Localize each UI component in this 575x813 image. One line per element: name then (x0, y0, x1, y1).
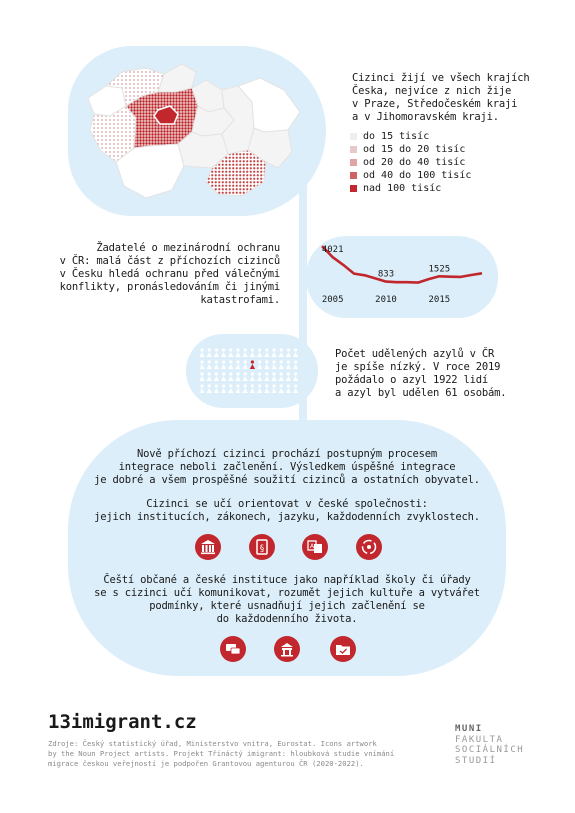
data-label: 4021 (321, 245, 344, 256)
map-description (352, 72, 542, 124)
person-figure (264, 348, 269, 357)
language-icon (302, 534, 328, 560)
legend-item (350, 169, 471, 182)
region-liberecky (158, 64, 196, 92)
person-figure (286, 360, 291, 369)
integration-line: Nově příchozí cizinci prochází postupným procesem (137, 448, 437, 460)
habits-cycle-icon (356, 534, 382, 560)
person-figure (264, 360, 269, 369)
person-figure (243, 348, 248, 357)
legend-item (350, 156, 471, 169)
person-figure (286, 348, 291, 357)
sources-line: by the Noun Project artists. Projekt Třináctý imigrant: hloubková studie vnímání (48, 749, 395, 758)
sources-line: migrace českou veřejností je podpořen Grantovou agenturou ČR (2020-2022). (48, 759, 364, 768)
person-figure (221, 348, 226, 357)
legend-label: nad 100 tisíc (363, 183, 442, 194)
person-figure (243, 372, 248, 381)
person-figure (199, 348, 204, 357)
granted-line: požádalo o azyl 1922 lidí (335, 374, 489, 386)
person-figure (257, 384, 262, 393)
person-figure (293, 372, 298, 381)
integration-line: je dobré a všem prospěšné soužití cizinců a ostatních obyvatel. (94, 474, 480, 486)
person-figure (279, 384, 284, 393)
person-figure (207, 360, 212, 369)
person-figure (271, 348, 276, 357)
asylum-granted-text (335, 348, 535, 400)
site-title: 13imigrant.cz (48, 711, 197, 733)
person-figure (214, 372, 219, 381)
map-description-line: Cizinci žijí ve všech krajích (352, 72, 530, 84)
person-figure (250, 384, 255, 393)
person-figure (199, 384, 204, 393)
person-figure (271, 384, 276, 393)
person-figure (228, 360, 233, 369)
person-figure (207, 384, 212, 393)
person-figure (257, 360, 262, 369)
applicants-line: v ČR: malá část z příchozích cizinců (59, 255, 280, 267)
legend-label: od 40 do 100 tisíc (363, 170, 472, 181)
data-label: 1525 (428, 264, 451, 275)
integration-line: Cizinci se učí orientovat v české společnosti: (146, 498, 428, 510)
institution-icon (195, 534, 221, 560)
logo-line: SOCIÁLNÍCH (455, 745, 525, 755)
integration-paragraph-2 (78, 498, 496, 524)
svg-text:§: § (259, 544, 265, 554)
integration-line: integrace neboli začlenění. Výsledkem úspěšné integrace (118, 461, 456, 473)
applicants-line: konflikty, pronásledováním či jinými (59, 281, 280, 293)
series-line (322, 246, 482, 283)
integration-line: se s cizinci učí komunikovat, rozumět jejich kultuře a vytvářet (94, 587, 480, 599)
person-figure (235, 348, 240, 357)
person-figure (243, 360, 248, 369)
legend-swatch (350, 172, 357, 179)
asylum-applications-chart (306, 236, 498, 318)
map-description-line: v Praze, Středočeském kraji (352, 98, 518, 110)
logo-line: MUNI (455, 724, 483, 734)
x-tick-label: 2010 (375, 295, 397, 305)
folder-check-icon (330, 636, 356, 662)
granted-line: Počet udělených azylů v ČR (335, 348, 495, 360)
map-description-line: Česka, nejvíce z nich žije (352, 85, 512, 97)
legend-swatch (350, 159, 357, 166)
map-legend (350, 130, 471, 195)
legend-item (350, 130, 471, 143)
map-description-line: a v Jihomoravském kraji. (352, 111, 499, 123)
people-grid-illustration (186, 334, 318, 408)
person-figure (250, 348, 255, 357)
person-figure (286, 372, 291, 381)
granted-line: a azyl byl udělen 61 osobám. (335, 387, 507, 399)
legend-item (350, 143, 471, 156)
person-figure (250, 372, 255, 381)
legend-swatch (350, 146, 357, 153)
legend-label: od 15 do 20 tisíc (363, 144, 466, 155)
person-figure (207, 348, 212, 357)
person-figure (235, 384, 240, 393)
person-figure (235, 360, 240, 369)
person-figure (199, 372, 204, 381)
x-tick-label: 2005 (321, 295, 344, 305)
integration-line: Čeští občané a české instituce jako například školy či úřady (103, 574, 471, 586)
czech-regions-map (88, 58, 318, 208)
legend-label: do 15 tisíc (363, 131, 430, 142)
person-figure (293, 384, 298, 393)
legend-swatch (350, 185, 357, 192)
integration-line: podmínky, které usnadňují jejich začlenění se (149, 600, 425, 612)
asylum-applicants-text (40, 242, 280, 307)
person-figure (279, 360, 284, 369)
applicants-line: Žadatelé o mezinárodní ochranu (96, 242, 280, 254)
person-figure (279, 372, 284, 381)
sources-line: Zdroje: Český statistický úřad, Ministerstvo vnitra, Eurostat. Icons artwork (48, 739, 377, 748)
legend-swatch (350, 133, 357, 140)
person-figure (286, 384, 291, 393)
person-figure (279, 348, 284, 357)
person-figure (293, 360, 298, 369)
person-figure (271, 360, 276, 369)
muni-logo (455, 724, 524, 766)
svg-text:A: A (309, 543, 315, 550)
person-figure (257, 348, 262, 357)
integration-line: jejich institucích, zákonech, jazyku, každodenních zvyklostech. (94, 511, 480, 523)
person-figure (214, 360, 219, 369)
granted-line: je spíše nízký. V roce 2019 (335, 361, 501, 373)
person-highlight (250, 360, 255, 369)
x-tick-label: 2015 (428, 295, 451, 305)
logo-line: FAKULTA (455, 734, 504, 745)
person-figure (214, 348, 219, 357)
applicants-line: v Česku hledá ochranu před válečnými (59, 268, 280, 280)
person-figure (207, 372, 212, 381)
temple-icon (274, 636, 300, 662)
person-figure (221, 360, 226, 369)
person-figure (228, 372, 233, 381)
legend-label: od 20 do 40 tisíc (363, 157, 466, 168)
person-figure (271, 372, 276, 381)
person-figure (214, 384, 219, 393)
person-figure (199, 360, 204, 369)
integration-paragraph-3 (78, 574, 496, 626)
integration-paragraph-1 (78, 448, 496, 487)
person-figure (264, 384, 269, 393)
applicants-line: katastrofami. (200, 294, 280, 306)
person-figure (228, 348, 233, 357)
sources-text (48, 739, 394, 769)
person-figure (221, 384, 226, 393)
person-figure (228, 384, 233, 393)
law-book-icon (249, 534, 275, 560)
data-label: 833 (377, 269, 395, 280)
person-figure (257, 372, 262, 381)
legend-item (350, 182, 471, 195)
logo-line: STUDIÍ (455, 755, 497, 766)
person-figure (243, 384, 248, 393)
chat-bubbles-icon (220, 636, 246, 662)
person-figure (235, 372, 240, 381)
integration-line: do každodenního života. (216, 613, 358, 625)
person-figure (293, 348, 298, 357)
person-figure (221, 372, 226, 381)
person-figure (264, 372, 269, 381)
